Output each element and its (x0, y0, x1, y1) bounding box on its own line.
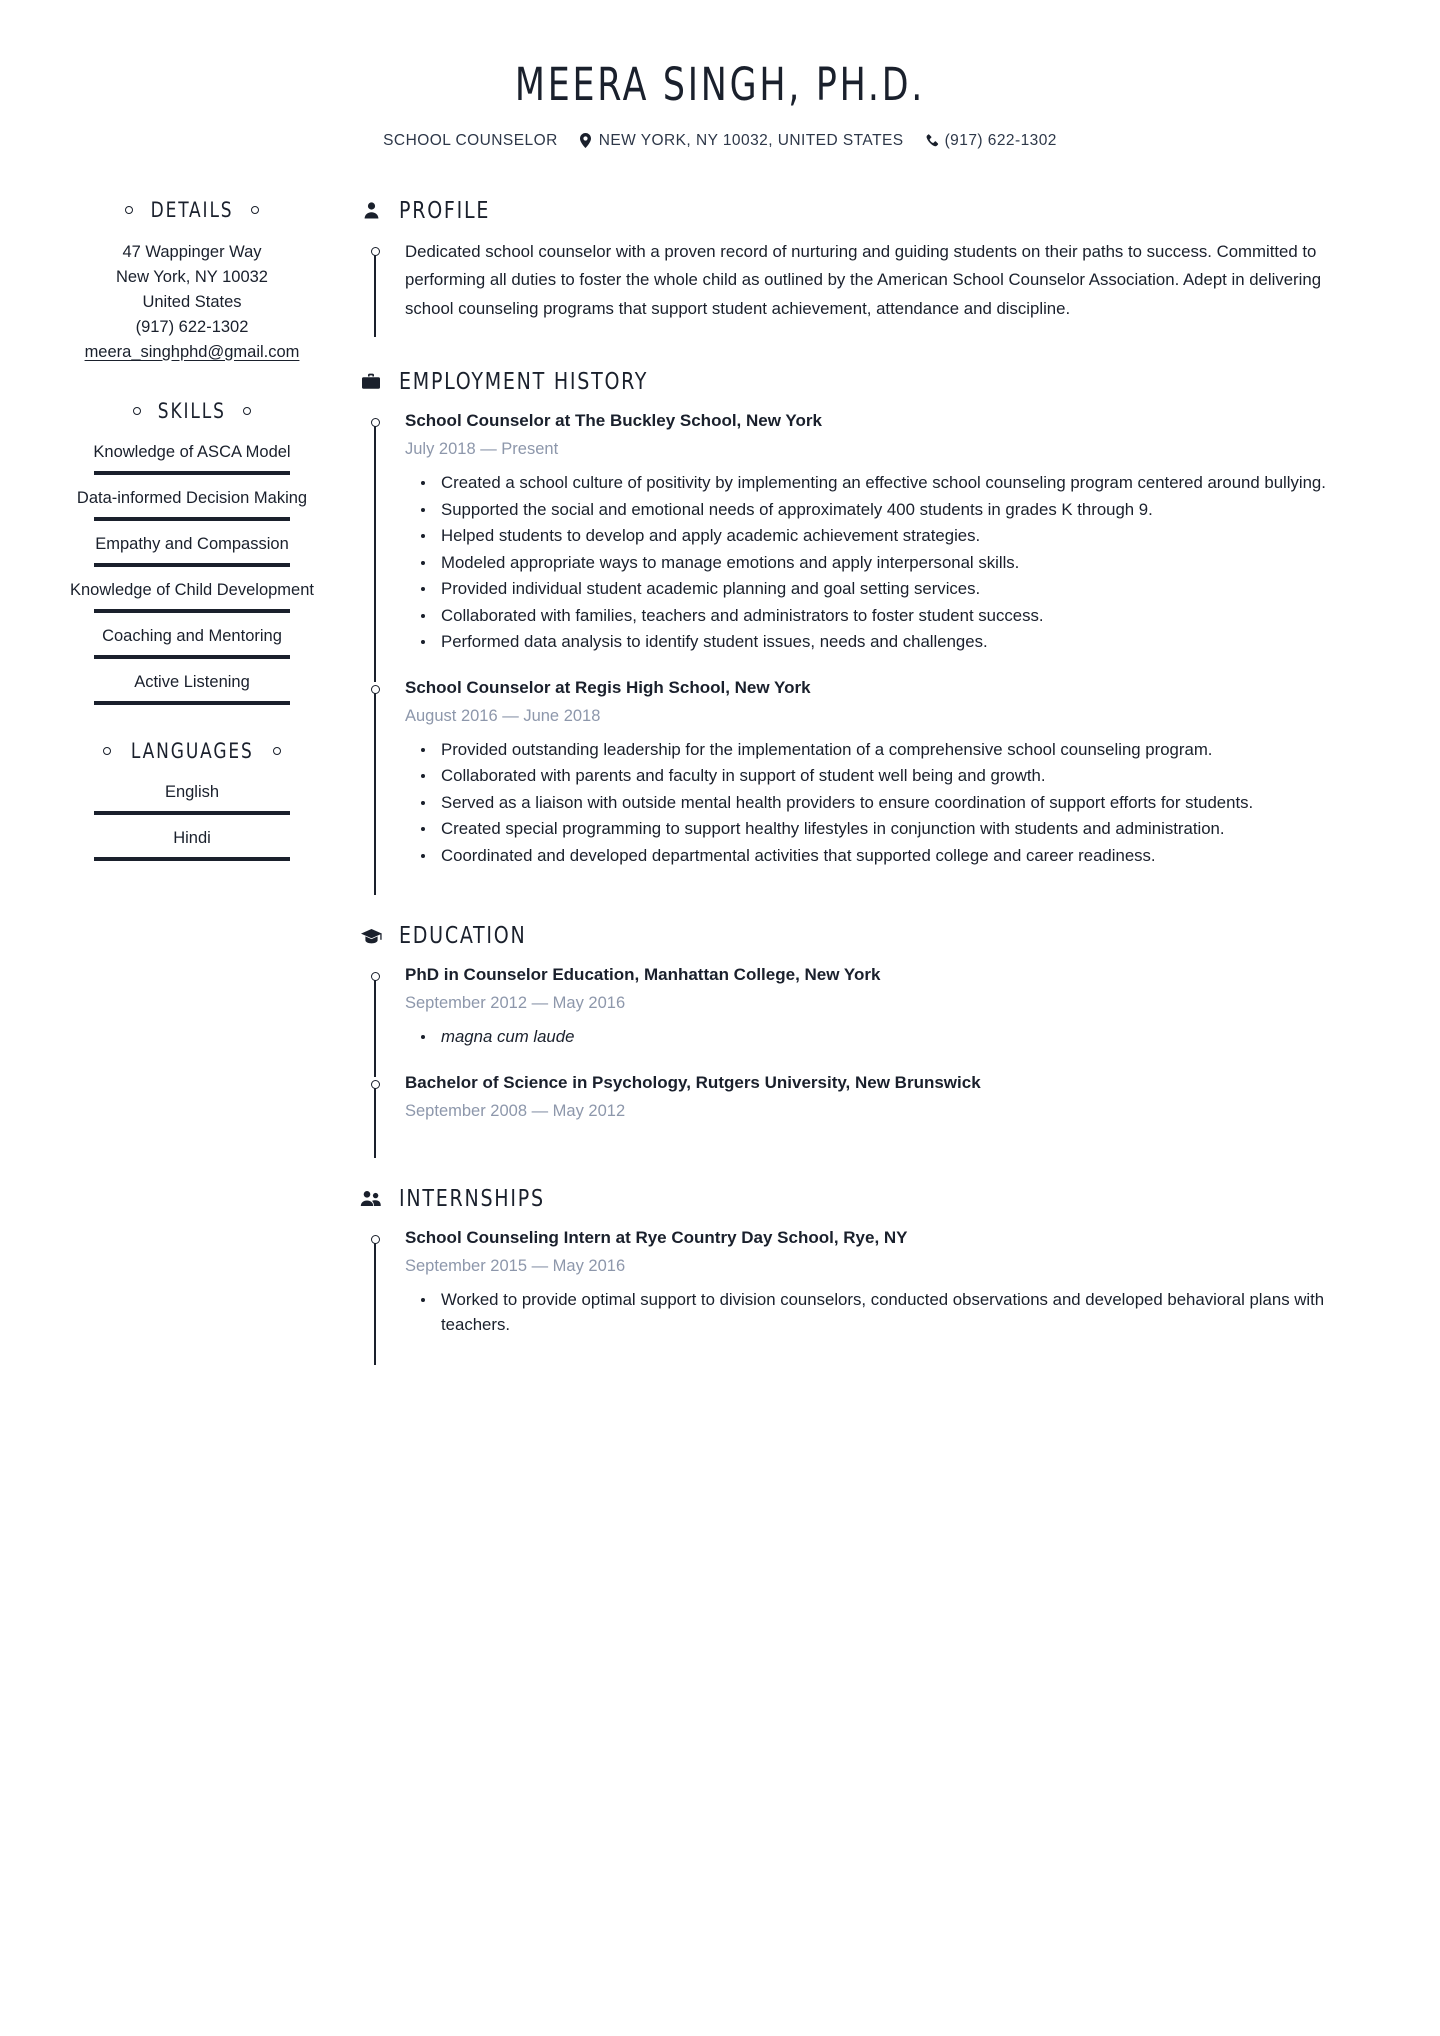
ring-decoration-icon (125, 206, 133, 214)
detail-address-line1: 47 Wappinger Way (122, 242, 262, 261)
profile-heading (358, 198, 1330, 224)
entry-bullet: Modeled appropriate ways to manage emotions and apply interpersonal skills. (405, 550, 1330, 576)
entry-bullet: Created special programming to support healthy lifestyles in conjunction with students and administration. (405, 816, 1330, 842)
section-internships (358, 1186, 1330, 1359)
detail-email-link[interactable]: meera_singhphd@gmail.com (84, 342, 300, 361)
detail-phone: (917) 622-1302 (135, 317, 249, 336)
education-heading (358, 923, 1330, 949)
entry-bullet: Coordinated and developed departmental activities that supported college and career readiness. (405, 843, 1330, 869)
skill-rating-fill (94, 609, 290, 613)
profile-heading-label: PROFILE (399, 197, 491, 224)
skill-rating-bar (94, 609, 290, 613)
entry-bullet: Performed data analysis to identify student issues, needs and challenges. (405, 629, 1330, 655)
entry-bullet: Supported the social and emotional needs of approximately 400 students in grades K through 9. (405, 497, 1330, 523)
skill-label: Knowledge of Child Development (70, 580, 314, 599)
language-rating-bar (94, 811, 290, 815)
entry-bullet-list (405, 470, 1330, 655)
sidebar-section-details (62, 198, 322, 365)
header-phone (925, 132, 1057, 150)
entry-bullet: Provided outstanding leadership for the implementation of a comprehensive school counseling program. (405, 737, 1330, 763)
timeline-entry (358, 676, 1330, 890)
education-heading-label: EDUCATION (399, 923, 527, 949)
skills-heading-label: SKILLS (157, 398, 227, 423)
languages-heading-label: LANGUAGES (130, 738, 254, 763)
entry-title: School Counselor at The Buckley School, New York (405, 411, 822, 430)
language-rating-fill (94, 811, 290, 815)
timeline-entry (358, 963, 1330, 1071)
entry-bullet-list (405, 737, 1330, 869)
entry-bullet: Created a school culture of positivity by implementing an effective school counseling program centered around bullying. (405, 470, 1330, 496)
employment-heading (358, 369, 1330, 395)
header-job-title (383, 132, 558, 150)
entry-date: September 2012 — May 2016 (405, 994, 626, 1012)
entry-date: September 2008 — May 2012 (405, 1101, 626, 1120)
skill-item (62, 533, 322, 567)
skill-item (62, 487, 322, 521)
sidebar-section-languages (62, 739, 322, 861)
entry-title: School Counselor at Regis High School, New York (405, 677, 811, 697)
details-heading (62, 198, 322, 222)
section-profile (358, 198, 1330, 346)
language-label: Hindi (173, 828, 211, 847)
entry-bullet: Worked to provide optimal support to division counselors, conducted observations and developed behavioral plans with teachers. (405, 1287, 1330, 1338)
internships-heading (358, 1186, 1330, 1212)
entry-date: August 2016 — June 2018 (405, 706, 601, 725)
resume-columns (0, 150, 1440, 1365)
entry-date: July 2018 — Present (405, 440, 559, 458)
ring-decoration-icon (133, 407, 141, 415)
timeline-entry (358, 1071, 1330, 1152)
skill-rating-bar (94, 471, 290, 475)
entry-bullet: Collaborated with parents and faculty in support of student well being and growth. (405, 763, 1330, 789)
language-rating-fill (94, 857, 290, 861)
skill-label: Empathy and Compassion (95, 534, 289, 553)
briefcase-icon (360, 371, 382, 393)
entry-title: Bachelor of Science in Psychology, Rutgers University, New Brunswick (405, 1072, 981, 1092)
skill-item (62, 441, 322, 475)
section-education (358, 923, 1330, 1152)
skill-label: Data-informed Decision Making (76, 488, 308, 507)
profile-entry (358, 238, 1330, 346)
ring-decoration-icon (103, 747, 111, 755)
main-column (340, 198, 1440, 1365)
entry-bullet-list (405, 1024, 1330, 1050)
languages-list (62, 781, 322, 861)
ring-decoration-icon (243, 407, 251, 415)
page-title: MEERA SINGH, PH.D. (514, 58, 926, 111)
entry-bullet-list (405, 1287, 1330, 1338)
entry-date: September 2015 — May 2016 (405, 1256, 626, 1275)
person-icon (360, 200, 382, 222)
skill-item (62, 579, 322, 613)
skills-heading (62, 399, 322, 423)
resume-header (0, 0, 1440, 150)
detail-country: United States (142, 292, 242, 311)
language-item (62, 781, 322, 815)
phone-icon (925, 133, 939, 149)
timeline-entry (358, 1226, 1330, 1359)
section-employment-history (358, 369, 1330, 889)
entry-title: PhD in Counselor Education, Manhattan College, New York (405, 965, 881, 984)
entry-bullet: Collaborated with families, teachers and administrators to foster student success. (405, 603, 1330, 629)
details-heading-label: DETAILS (150, 197, 234, 222)
skill-label: Coaching and Mentoring (102, 626, 282, 645)
sidebar (0, 198, 340, 895)
profile-text: Dedicated school counselor with a proven record of nurturing and guiding students on their paths to success. Committed to performing all duties to foster the whole child as outlined by the American School Counselor Association. Adept in delivering school counseling programs that support student achievement, attendance and discipline. (405, 241, 1322, 318)
skill-rating-bar (94, 563, 290, 567)
entry-bullet: magna cum laude (405, 1024, 1330, 1050)
header-location-label: NEW YORK, NY 10032, UNITED STATES (598, 131, 904, 149)
internships-heading-label: INTERNSHIPS (399, 1185, 545, 1212)
language-label: English (164, 782, 220, 801)
languages-heading (62, 739, 322, 763)
education-entries (358, 963, 1330, 1152)
language-rating-bar (94, 857, 290, 861)
skill-item (62, 671, 322, 705)
sidebar-section-skills (62, 399, 322, 705)
skill-label: Active Listening (134, 672, 250, 691)
detail-address-line2: New York, NY 10032 (116, 267, 268, 286)
skill-rating-fill (94, 517, 290, 521)
entry-title: School Counseling Intern at Rye Country Day School, Rye, NY (405, 1227, 908, 1247)
skill-rating-bar (94, 701, 290, 705)
skill-rating-bar (94, 517, 290, 521)
graduation-cap-icon (360, 925, 382, 947)
skill-rating-fill (94, 655, 290, 659)
header-phone-label: (917) 622-1302 (944, 131, 1057, 149)
ring-decoration-icon (273, 747, 281, 755)
internships-entries (358, 1226, 1330, 1359)
ring-decoration-icon (251, 206, 259, 214)
skill-rating-fill (94, 471, 290, 475)
skill-label: Knowledge of ASCA Model (93, 442, 291, 461)
skill-rating-bar (94, 655, 290, 659)
skills-list (62, 441, 322, 705)
language-item (62, 827, 322, 861)
header-job-title-label: SCHOOL COUNSELOR (383, 131, 558, 149)
skill-rating-fill (94, 563, 290, 567)
timeline-entry (358, 409, 1330, 676)
entry-bullet: Provided individual student academic planning and goal setting services. (405, 576, 1330, 602)
employment-entries (358, 409, 1330, 889)
header-location (579, 132, 904, 150)
entry-bullet: Helped students to develop and apply academic achievement strategies. (405, 523, 1330, 549)
skill-item (62, 625, 322, 659)
skill-rating-fill (94, 701, 290, 705)
entry-bullet: Served as a liaison with outside mental health providers to ensure coordination of support efforts for students. (405, 790, 1330, 816)
map-pin-icon (579, 133, 593, 149)
people-icon (360, 1188, 382, 1210)
header-contact-line (0, 132, 1440, 150)
employment-heading-label: EMPLOYMENT HISTORY (399, 369, 649, 395)
